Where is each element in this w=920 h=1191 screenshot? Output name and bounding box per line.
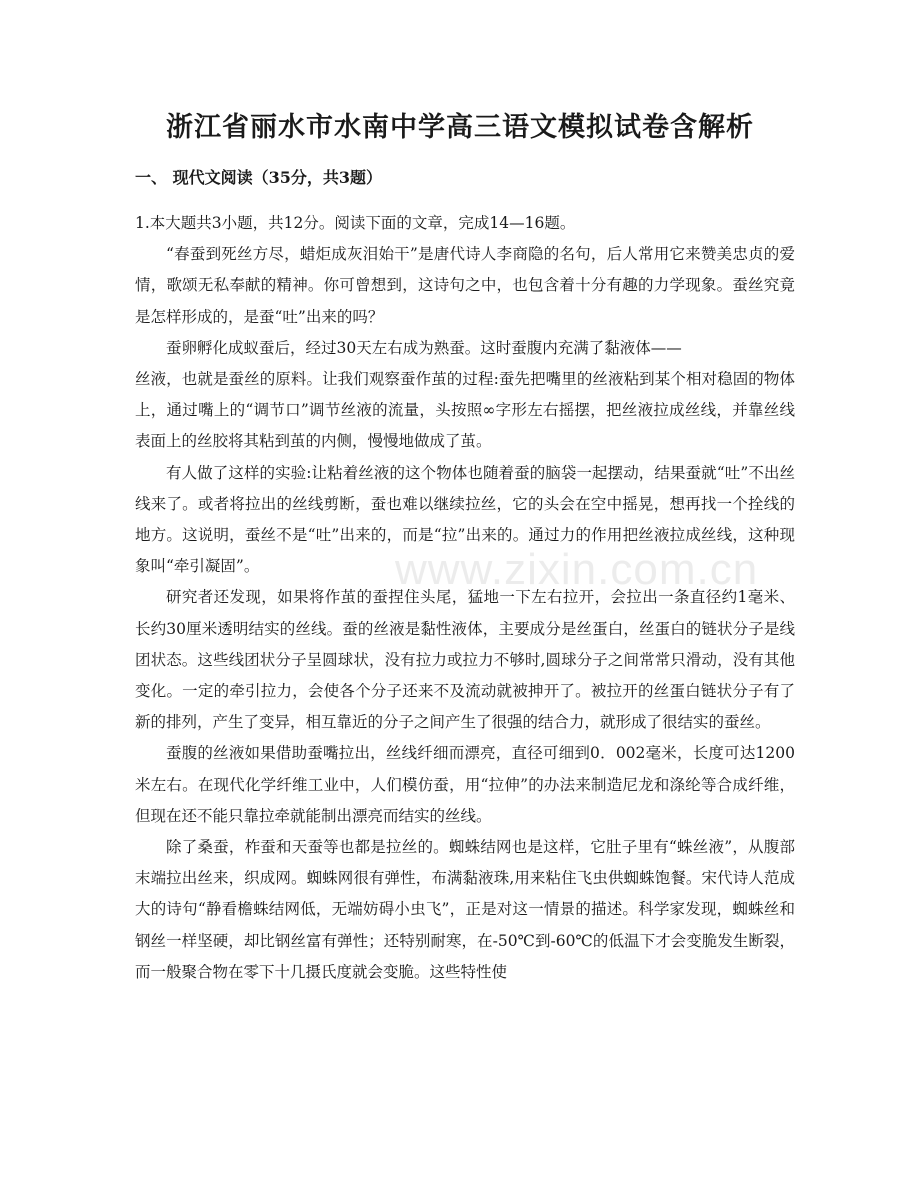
paragraph-3: 有人做了这样的实验:让粘着丝液的这个物体也随着蚕的脑袋一起摆动，结果蚕就“吐”不出丝线来了。或者将拉出的丝线剪断，蚕也难以继续拉丝，它的头会在空中摇晃，想再找一个拴线的地方。这说明，蚕丝不是“吐”出来的，而是“拉”出来的。通过力的作用把丝液拉成丝线，这种现象叫“牵引凝固”。 (135, 463, 795, 576)
article-body (135, 208, 795, 988)
document-title: 浙江省丽水市水南中学高三语文模拟试卷含解析 (166, 112, 754, 143)
paragraph-1: “春蚕到死丝方尽，蜡炬成灰泪始干”是唐代诗人李商隐的名句，后人常用它来赞美忠贞的爱情，歌颂无私奉献的精神。你可曾想到，这诗句之中，也包含着十分有趣的力学现象。蚕丝究竟是怎样形成的，是蚕“吐”出来的吗？ (135, 245, 795, 326)
paragraph-5: 蚕腹的丝液如果借助蚕嘴拉出，丝线纤细而漂亮，直径可细到0．002毫米，长度可达1200米左右。在现代化学纤维工业中，人们模仿蚕，用“拉伸”的办法来制造尼龙和涤纶等合成纤维，但现在还不能只靠拉牵就能制出漂亮而结实的丝线。 (135, 744, 795, 825)
watermark: www.zixin.com.cn (395, 545, 759, 594)
paragraph-2-continued: 丝液，也就是蚕丝的原料。让我们观察蚕作茧的过程:蚕先把嘴里的丝液粘到某个相对稳固的物体上，通过嘴上的“调节口”调节丝液的流量，头按照∞字形左右摇摆，把丝液拉成丝线，并靠丝线表面上的丝胶将其粘到茧的内侧，慢慢地做成了茧。 (135, 370, 795, 451)
paragraph-6: 除了桑蚕，柞蚕和天蚕等也都是拉丝的。蜘蛛结网也是这样，它肚子里有“蛛丝液”，从腹部末端拉出丝来，织成网。蜘蛛网很有弹性，布满黏液珠,用来粘住飞虫供蜘蛛饱餐。宋代诗人范成大的诗句“静看檐蛛结网低，无端妨碍小虫飞”，正是对这一情景的描述。科学家发现，蜘蛛丝和钢丝一样坚硬，却比钢丝富有弹性；还特别耐寒，在-50℃到-60℃的低温下才会变脆发生断裂，而一般聚合物在零下十几摄氏度就会变脆。这些特性使 (135, 838, 795, 981)
paragraph-4: 研究者还发现，如果将作茧的蚕捏住头尾，猛地一下左右拉开，会拉出一条直径约1毫米、长约30厘米透明结实的丝线。蚕的丝液是黏性液体，主要成分是丝蛋白，丝蛋白的链状分子是线团状态。这些线团状分子呈圆球状，没有拉力或拉力不够时,圆球分子之间常常只滑动，没有其他变化。一定的牵引拉力，会使各个分子还来不及流动就被抻开了。被拉开的丝蛋白链状分子有了新的排列，产生了变异，相互靠近的分子之间产生了很强的结合力，就形成了很结实的蚕丝。 (135, 588, 795, 732)
paragraph-2: 蚕卵孵化成蚁蚕后，经过30天左右成为熟蚕。这时蚕腹内充满了黏液体—— (166, 338, 682, 357)
section-heading: 一、 现代文阅读（35分，共3题） (135, 168, 382, 187)
question-intro: 1.本大题共3小题，共12分。阅读下面的文章，完成14—16题。 (135, 214, 576, 232)
